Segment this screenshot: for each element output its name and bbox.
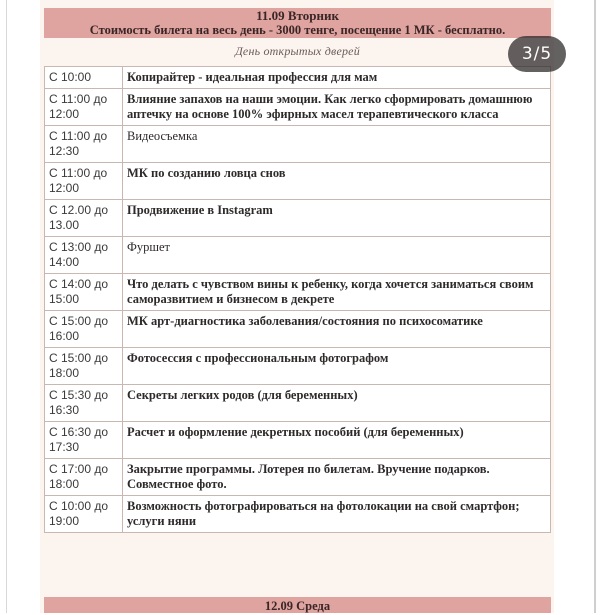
next-day-header: 12.09 Среда xyxy=(44,597,551,613)
event-cell: Секреты легких родов (для беременных) xyxy=(123,385,551,422)
schedule-table xyxy=(44,66,551,533)
schedule-body xyxy=(45,67,551,533)
time-cell: С 11:00 до 12:30 xyxy=(45,126,123,163)
event-cell: Фуршет xyxy=(123,237,551,274)
table-row xyxy=(45,459,551,496)
table-row xyxy=(45,126,551,163)
time-cell: С 10:00 xyxy=(45,67,123,89)
time-cell: С 14:00 до 15:00 xyxy=(45,274,123,311)
event-cell: Продвижение в Instagram xyxy=(123,200,551,237)
table-row xyxy=(45,237,551,274)
event-subtitle: День открытых дверей xyxy=(235,44,360,58)
event-cell: МК арт-диагностика заболевания/состояния по психосоматике xyxy=(123,311,551,348)
day-header xyxy=(44,8,551,38)
event-cell: Копирайтер - идеальная профессия для мам xyxy=(123,67,551,89)
time-cell: С 16:30 до 17:30 xyxy=(45,422,123,459)
time-cell: С 11:00 до 12:00 xyxy=(45,163,123,200)
table-row xyxy=(45,496,551,533)
time-cell: С 15:00 до 16:00 xyxy=(45,311,123,348)
table-row xyxy=(45,311,551,348)
time-cell: С 10:00 до 19:00 xyxy=(45,496,123,533)
event-cell: Что делать с чувством вины к ребенку, когда хочется заниматься своим саморазвитием и бизнесом в декрете xyxy=(123,274,551,311)
table-row xyxy=(45,163,551,200)
time-cell: С 11:00 до 12:00 xyxy=(45,89,123,126)
time-cell: С 15:00 до 18:00 xyxy=(45,348,123,385)
event-cell: Расчет и оформление декретных пособий (для беременных) xyxy=(123,422,551,459)
table-row xyxy=(45,200,551,237)
table-row xyxy=(45,67,551,89)
divider-left xyxy=(6,0,7,613)
event-cell: Возможность фотографироваться на фотолокации на свой смартфон; услуги няни xyxy=(123,496,551,533)
time-cell: С 15:30 до 16:30 xyxy=(45,385,123,422)
event-cell: Видеосъемка xyxy=(123,126,551,163)
event-cell: Фотосессия с профессиональным фотографом xyxy=(123,348,551,385)
page-indicator[interactable]: 3/5 xyxy=(508,36,566,72)
time-cell: С 12.00 до 13.00 xyxy=(45,200,123,237)
time-cell: С 13:00 до 14:00 xyxy=(45,237,123,274)
table-row xyxy=(45,274,551,311)
event-cell: Влияние запахов на наши эмоции. Как легко сформировать домашнюю аптечку на основе 100% эфирных масел терапевтического класса xyxy=(123,89,551,126)
ticket-price-note: Стоимость билета на весь день - 3000 тенге, посещение 1 МК - бесплатно. xyxy=(89,23,506,37)
table-row xyxy=(45,89,551,126)
time-cell: С 17:00 до 18:00 xyxy=(45,459,123,496)
event-cell: МК по созданию ловца снов xyxy=(123,163,551,200)
table-row xyxy=(45,422,551,459)
event-cell: Закрытие программы. Лотерея по билетам. Вручение подарков. Совместное фото. xyxy=(123,459,551,496)
table-row xyxy=(45,385,551,422)
table-row xyxy=(45,348,551,385)
scroll-edge xyxy=(594,0,596,613)
day-title: 11.09 Вторник xyxy=(256,8,339,23)
